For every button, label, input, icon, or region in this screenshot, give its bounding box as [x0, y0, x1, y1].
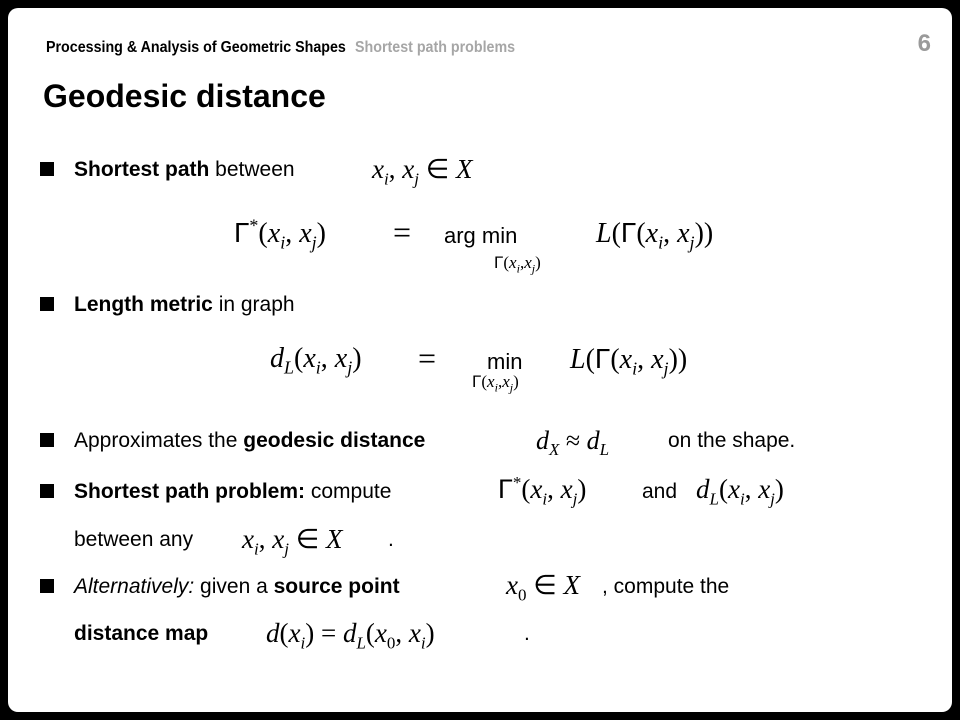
slide: [8, 8, 952, 712]
bullet-4-period: .: [388, 528, 394, 551]
bullet-5-text: Alternatively: given a source point: [74, 575, 400, 598]
formula-optimal-path: $\Gamma^*(x_i$, $x_j$): [234, 215, 326, 253]
page-title: Geodesic distance: [43, 78, 326, 114]
course-title: Processing & Analysis of Geometric Shapes: [46, 39, 346, 56]
formula-pair-in-X: $x_i$, $x_j$ ∈ X: [372, 154, 473, 189]
argmin-operator: arg min: [444, 223, 518, 248]
bullet-5-tail: , compute the: [602, 575, 730, 598]
equals-sign: =: [418, 340, 437, 376]
min-subscript: $\Gamma(x_i,x_j)$: [472, 372, 519, 395]
bullet-marker: [40, 484, 54, 498]
bullet-4-and: and: [642, 480, 678, 503]
page-number: 6: [917, 30, 931, 57]
formula-geodesic-approx: $d_X \approx d_L$: [536, 426, 610, 460]
formula-length-functional: $L(\Gamma(x_i$, $x_j$)): [570, 343, 688, 379]
bullet-2-text: Length metric in graph: [74, 293, 295, 316]
formula-distance-map: $d(x_i) = d_L(x_0$, $x_i$): [266, 618, 435, 653]
formula-length-metric: $d_L(x_i$, $x_j$): [696, 474, 784, 509]
formula-optimal-path: $\Gamma^*(x_i$, $x_j$): [498, 473, 587, 509]
bullet-1-text: Shortest path between: [74, 158, 295, 181]
argmin-subscript: $\Gamma(x_i,x_j)$: [494, 253, 541, 276]
formula-length-functional: $L(\Gamma(x_i$, $x_j$)): [596, 217, 714, 253]
formula-source-point: $x_0$ ∈ X: [506, 570, 581, 605]
bullet-marker: [40, 579, 54, 593]
formula-length-metric: $d_L(x_i$, $x_j$): [270, 343, 362, 378]
header-breadcrumb: [46, 39, 515, 57]
min-operator: min: [487, 349, 523, 374]
bullet-marker: [40, 297, 54, 311]
bullet-3-tail: on the shape.: [668, 429, 796, 452]
bullet-marker: [40, 433, 54, 447]
section-title: Shortest path problems: [355, 39, 516, 56]
bullet-5-period: .: [524, 622, 530, 645]
equals-sign: =: [393, 214, 412, 250]
bullet-4-text: Shortest path problem: compute: [74, 480, 392, 503]
bullet-4-continuation: between any: [74, 528, 194, 551]
bullet-marker: [40, 162, 54, 176]
bullet-5-continuation: distance map: [74, 622, 209, 645]
formula-pair-in-X: $x_i$, $x_j$ ∈ X: [242, 524, 343, 559]
bullet-3-text: Approximates the geodesic distance: [74, 429, 426, 452]
